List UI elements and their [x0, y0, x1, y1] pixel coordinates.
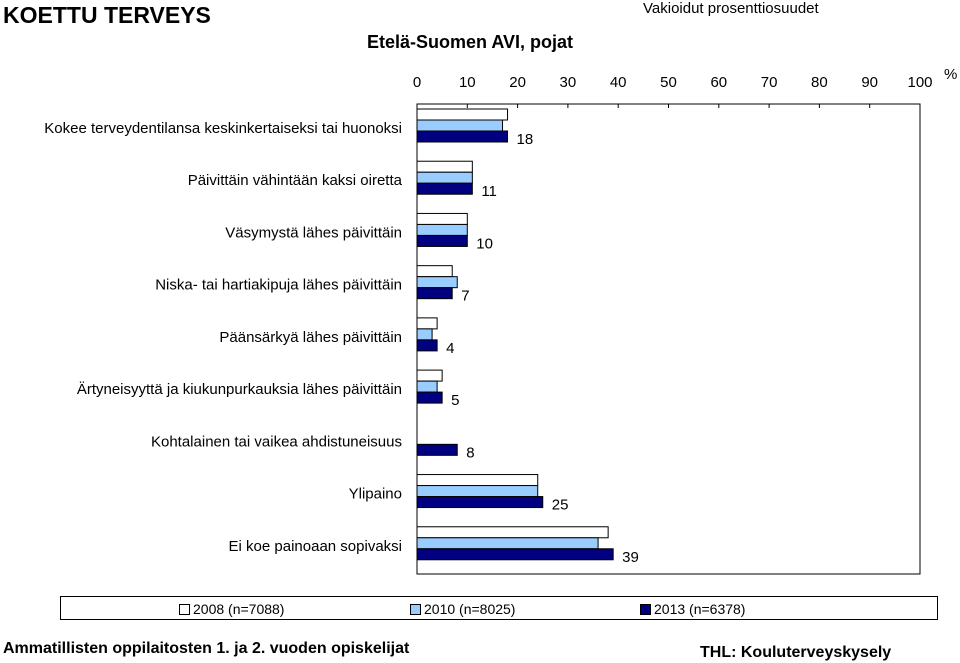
chart-legend: [60, 596, 938, 620]
legend-item-2013: [640, 601, 745, 617]
bar-2010: [417, 538, 598, 549]
bar-2010: [417, 381, 437, 392]
data-label: 39: [622, 548, 639, 566]
axis-unit-label: %: [944, 66, 958, 83]
legend-label-2008: 2008 (n=7088): [193, 601, 285, 617]
chart-subtitle: Etelä-Suomen AVI, pojat: [367, 32, 574, 52]
bar-2008: [417, 370, 442, 381]
bar-2013: [417, 549, 613, 560]
bar-2010: [417, 224, 467, 235]
legend-label-2013: 2013 (n=6378): [654, 601, 746, 617]
category-label: Kohtalainen tai vaikea ahdistuneisuus: [150, 433, 402, 451]
legend-swatch-2008: [179, 604, 190, 615]
category-label: Ei koe painoaan sopivaksi: [228, 537, 402, 555]
bar-2013: [417, 392, 442, 403]
bar-2008: [417, 266, 452, 277]
category-label: Ärtyneisyyttä ja kiukunpurkauksia lähes päivittäin: [76, 381, 402, 399]
bar-2013: [417, 497, 543, 508]
x-tick-label: 20: [509, 74, 526, 91]
bar-2008: [417, 213, 467, 224]
data-label: 11: [481, 183, 497, 201]
bar-2008: [417, 475, 538, 486]
standardized-note: Vakioidut prosenttiosuudet: [643, 0, 819, 17]
category-label: Kokee terveydentilansa keskinkertaiseksi tai huonoksi: [44, 120, 402, 137]
bar-2013: [417, 444, 457, 455]
data-label: 18: [516, 131, 534, 148]
x-tick-label: 0: [412, 74, 422, 91]
x-tick-label: 100: [907, 74, 933, 91]
bar-2008: [417, 161, 472, 172]
category-label: Ylipaino: [348, 485, 402, 503]
footer-population: Ammatillisten oppilaitosten 1. ja 2. vuoden opiskelijat: [3, 640, 410, 657]
bar-2013: [417, 131, 508, 142]
bar-2010: [417, 172, 472, 183]
footer-source: THL: Kouluterveyskysely: [700, 644, 892, 661]
data-label: 8: [466, 444, 475, 462]
bar-2008: [417, 318, 437, 329]
x-tick-label: 30: [559, 74, 577, 91]
x-tick-label: 50: [660, 74, 677, 91]
data-label: 7: [461, 287, 470, 305]
bar-2008: [417, 527, 608, 538]
bar-2013: [417, 183, 472, 194]
category-label: Väsymystä lähes päivittäin: [225, 224, 402, 242]
x-tick-label: 90: [861, 74, 879, 91]
data-label: 5: [451, 392, 460, 410]
x-tick-label: 80: [811, 74, 828, 91]
x-tick-label: 40: [609, 74, 627, 91]
category-label: Niska- tai hartiakipuja lähes päivittäin: [155, 276, 402, 294]
category-label: Päivittäin vähintään kaksi oiretta: [187, 172, 402, 190]
bar-2013: [417, 288, 452, 299]
legend-swatch-2010: [410, 604, 421, 615]
category-label: Päänsärkyä lähes päivittäin: [219, 328, 402, 346]
bar-2010: [417, 329, 432, 340]
bar-2010: [417, 486, 538, 497]
legend-item-2010: [410, 601, 515, 617]
x-tick-label: 70: [760, 74, 778, 91]
x-tick-label: 10: [458, 74, 476, 91]
data-label: 25: [551, 496, 569, 514]
data-label: 10: [476, 235, 493, 253]
data-label: 4: [446, 339, 455, 357]
legend-item-2008: [179, 601, 284, 617]
bar-2010: [417, 120, 503, 131]
legend-label-2010: 2010 (n=8025): [424, 601, 516, 617]
bar-2008: [417, 109, 508, 120]
app-title: KOETTU TERVEYS: [3, 2, 211, 28]
bar-2010: [417, 277, 457, 288]
x-tick-label: 60: [710, 74, 728, 91]
bar-2013: [417, 340, 437, 351]
legend-swatch-2013: [640, 604, 651, 615]
bar-2013: [417, 235, 467, 246]
